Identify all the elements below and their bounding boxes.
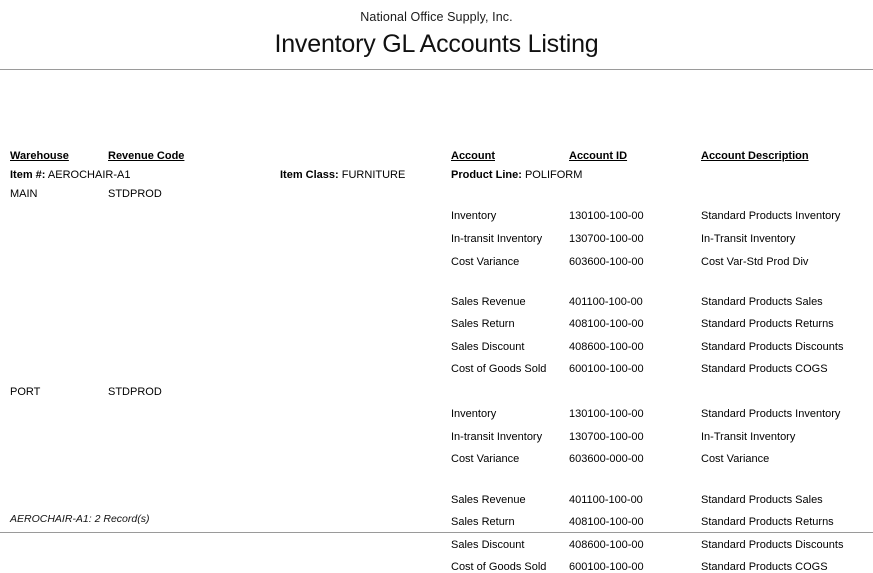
account-label: In-transit Inventory — [451, 233, 543, 245]
column-header-warehouse: Warehouse — [10, 150, 69, 162]
account-description-value: Standard Products Returns — [701, 318, 834, 330]
product-line-group — [451, 169, 582, 181]
account-label: Cost of Goods Sold — [451, 561, 547, 573]
account-id-value: 600100-100-00 — [569, 363, 644, 375]
account-id-value: 408600-100-00 — [569, 539, 644, 551]
revenue-code-value: STDPROD — [108, 386, 162, 398]
account-description-value: Standard Products COGS — [701, 561, 828, 573]
account-label: Sales Revenue — [451, 494, 526, 506]
page-title: Inventory GL Accounts Listing — [274, 30, 599, 58]
column-header-account-description: Account Description — [701, 150, 809, 162]
product-line-value: POLIFORM — [524, 169, 583, 181]
account-id-value: 603600-100-00 — [569, 256, 644, 268]
account-description-value: Standard Products Sales — [701, 296, 823, 308]
account-label: Sales Discount — [451, 341, 525, 353]
item-number-value: AEROCHAIR-A1 — [47, 169, 131, 181]
header-divider — [0, 69, 873, 70]
account-id-value: 130100-100-00 — [569, 408, 644, 420]
account-id-value: 600100-100-00 — [569, 561, 644, 573]
column-header-revenue-code: Revenue Code — [108, 150, 185, 162]
account-description-value: Standard Products Discounts — [701, 539, 844, 551]
column-header-account-id: Account ID — [569, 150, 628, 162]
account-id-value: 603600-000-00 — [569, 453, 644, 465]
account-label: In-transit Inventory — [451, 431, 543, 443]
revenue-code-value: STDPROD — [108, 188, 162, 200]
item-class-group — [280, 169, 405, 181]
account-description-value: In-Transit Inventory — [701, 431, 796, 443]
record-count-footer: AEROCHAIR-A1: 2 Record(s) — [10, 513, 150, 525]
item-number-group — [10, 169, 130, 181]
account-label: Cost Variance — [451, 453, 520, 465]
account-label: Cost Variance — [451, 256, 520, 268]
account-description-value: Standard Products Inventory — [701, 408, 841, 420]
warehouse-value: MAIN — [10, 188, 38, 200]
account-label: Sales Discount — [451, 539, 525, 551]
footer-divider — [0, 532, 873, 533]
account-label: Inventory — [451, 210, 497, 222]
account-label: Sales Revenue — [451, 296, 526, 308]
item-number-label: Item #: — [10, 169, 46, 181]
account-label: Cost of Goods Sold — [451, 363, 547, 375]
account-description-value: In-Transit Inventory — [701, 233, 796, 245]
account-id-value: 130700-100-00 — [569, 233, 644, 245]
column-header-account: Account — [451, 150, 495, 162]
account-description-value: Cost Variance — [701, 453, 770, 465]
item-class-label: Item Class: — [280, 169, 339, 181]
account-id-value: 408100-100-00 — [569, 516, 644, 528]
product-line-label: Product Line: — [451, 169, 522, 181]
account-id-value: 408600-100-00 — [569, 341, 644, 353]
warehouse-value: PORT — [10, 386, 41, 398]
account-description-value: Standard Products Sales — [701, 494, 823, 506]
account-label: Sales Return — [451, 318, 515, 330]
account-id-value: 130100-100-00 — [569, 210, 644, 222]
account-description-value: Standard Products Inventory — [701, 210, 841, 222]
account-id-value: 408100-100-00 — [569, 318, 644, 330]
account-id-value: 130700-100-00 — [569, 431, 644, 443]
item-class-value: FURNITURE — [341, 169, 406, 181]
account-id-value: 401100-100-00 — [569, 494, 643, 506]
company-name: National Office Supply, Inc. — [360, 10, 513, 24]
account-label: Sales Return — [451, 516, 515, 528]
account-id-value: 401100-100-00 — [569, 296, 643, 308]
account-description-value: Cost Var-Std Prod Div — [701, 256, 809, 268]
account-description-value: Standard Products COGS — [701, 363, 828, 375]
account-label: Inventory — [451, 408, 497, 420]
account-description-value: Standard Products Returns — [701, 516, 834, 528]
account-description-value: Standard Products Discounts — [701, 341, 844, 353]
